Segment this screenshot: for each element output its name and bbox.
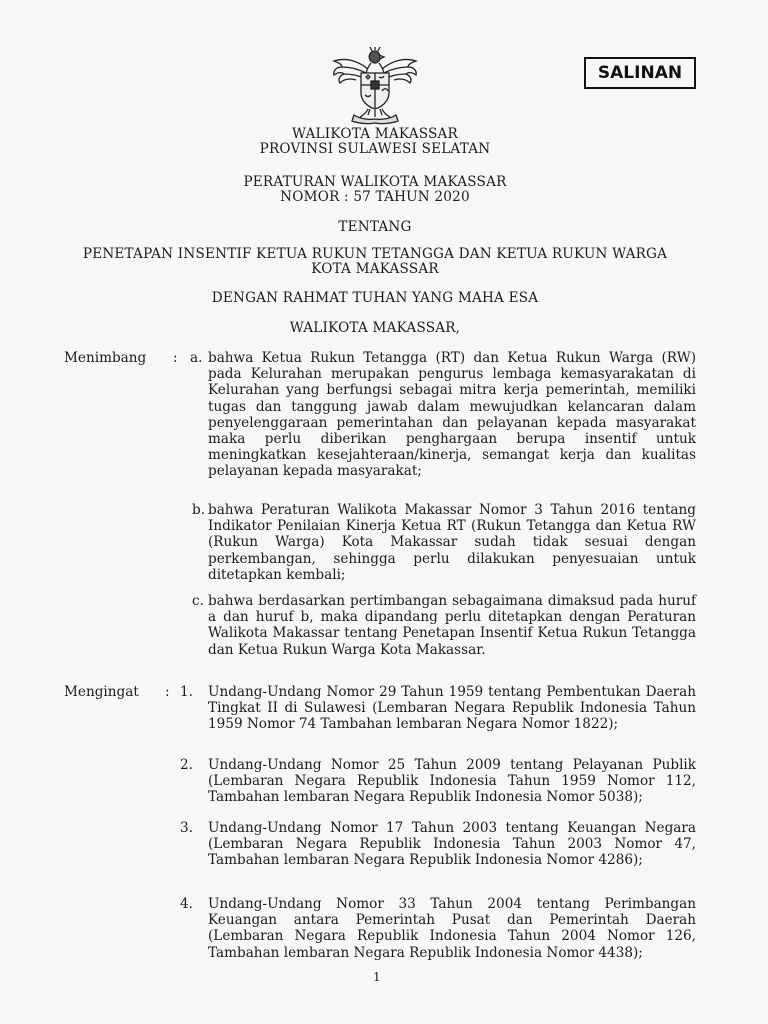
subject-line-2: KOTA MAKASSAR	[311, 261, 439, 277]
mengingat-item-3: Undang-Undang Nomor 17 Tahun 2003 tentang Keuangan Negara (Lembaran Negara Republik Indonesia Tahun 2003 Nomor 47, Tambahan lembaran Negara Republik Indonesia Nomor 4286);	[208, 820, 696, 869]
page-number: 1	[373, 970, 381, 984]
menimbang-item-c: bahwa berdasarkan pertimbangan sebagaimana dimaksud pada huruf a dan huruf b, maka dipandang perlu ditetapkan dengan Peraturan Walikota Makassar tentang Penetapan Insentif Ketua Rukun Tetangga dan Ketua Rukun Warga Kota Makassar.	[208, 593, 696, 658]
subject-line-1: PENETAPAN INSENTIF KETUA RUKUN TETANGGA DAN KETUA RUKUN WARGA	[82, 246, 668, 262]
menimbang-marker-a: a.	[190, 350, 203, 366]
rahmat-line: DENGAN RAHMAT TUHAN YANG MAHA ESA	[211, 290, 539, 306]
mengingat-colon: :	[165, 684, 170, 700]
menimbang-item-b: bahwa Peraturan Walikota Makassar Nomor 3 Tahun 2016 tentang Indikator Penilaian Kinerja Ketua RT (Rukun Tetangga dan Ketua RW (Rukun Warga) Kota Makassar sudah tidak sesuai dengan perkembangan, sehingga perlu dilakukan penyesuaian untuk ditetapkan kembali;	[208, 502, 696, 583]
province-title: PROVINSI SULAWESI SELATAN	[259, 141, 491, 157]
menimbang-marker-c: c.	[192, 593, 204, 609]
mengingat-item-4: Undang-Undang Nomor 33 Tahun 2004 tentang Perimbangan Keuangan antara Pemerintah Pusat dan Pemerintah Daerah (Lembaran Negara Republik Indonesia Tahun 2004 Nomor 126, Tambahan lembaran Negara Republik Indonesia Nomor 4438);	[208, 896, 696, 961]
menimbang-item-a: bahwa Ketua Rukun Tetangga (RT) dan Ketua Rukun Warga (RW) pada Kelurahan merupakan pengurus lembaga kemasyarakatan di Kelurahan yang berfungsi sebagai mitra kerja pemerintah, memiliki tugas dan tanggung jawab dalam mewujudkan kelancaran dalam penyelenggaraan pemerintahan dan pelayanan kepada masyarakat maka perlu diberikan penghargaan berupa insentif untuk meningkatkan kesejahteraan/kinerja, semangat kerja dan kualitas pelayanan kepada masyarakat;	[208, 350, 696, 480]
garuda-emblem-icon	[330, 47, 420, 125]
mengingat-item-2: Undang-Undang Nomor 25 Tahun 2009 tentang Pelayanan Publik (Lembaran Negara Republik Indonesia Tahun 1959 Nomor 112, Tambahan lembaran Negara Republik Indonesia Nomor 5038);	[208, 757, 696, 806]
menimbang-marker-b: b.	[192, 502, 206, 518]
menimbang-label: Menimbang	[64, 350, 147, 366]
mengingat-marker-4: 4.	[180, 896, 193, 912]
mengingat-marker-1: 1.	[180, 684, 193, 700]
salinan-stamp: SALINAN	[584, 57, 696, 89]
mengingat-item-1: Undang-Undang Nomor 29 Tahun 1959 tentang Pembentukan Daerah Tingkat II di Sulawesi (Lembaran Negara Republik Indonesia Tahun 1959 Nomor 74 Tambahan lembaran Negara Nomor 1822);	[208, 684, 696, 733]
mengingat-marker-2: 2.	[180, 757, 193, 773]
menimbang-colon: :	[173, 350, 178, 366]
issuer-signoff: WALIKOTA MAKASSAR,	[289, 320, 461, 336]
regulation-title: PERATURAN WALIKOTA MAKASSAR	[243, 174, 507, 190]
mengingat-label: Mengingat	[64, 684, 139, 700]
issuer-title: WALIKOTA MAKASSAR	[292, 126, 458, 142]
mengingat-marker-3: 3.	[180, 820, 193, 836]
tentang-heading: TENTANG	[338, 219, 412, 235]
regulation-number: NOMOR : 57 TAHUN 2020	[280, 189, 470, 205]
